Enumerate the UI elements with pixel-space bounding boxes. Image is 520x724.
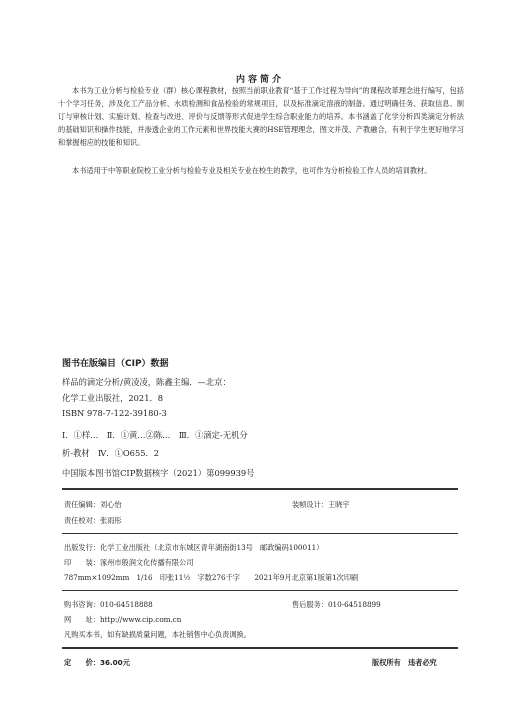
divider <box>62 647 458 649</box>
cip-title-line: 样品的滴定分析/黄凌凌，陈鑫主编．—北京： <box>62 377 231 387</box>
intro-title: 内容简介 <box>235 75 284 85</box>
intro-paragraph-2: 本书适用于中等职业院校工业分析与检验专业及相关专业在校生的教学，也可作为分析检验工作人员的培训教材。 <box>72 166 432 175</box>
website-line: 网 址：http://www.cip.com.cn <box>64 615 182 624</box>
intro-paragraph-1: 本书为工业分析与检验专业（群）核心课程教材，按照当前职业教育“基于工作过程为导向”的课程改革理念进行编写，包括十个学习任务，涉及化工产品分析、水质检测和食品检验的常规项目，以及标准滴定溶液的制备。通过明确任务、获取信息、制订与审核计划、实施计划、检查与改进、评价与反馈等形式促进学生综合职业能力的培养。本书涵盖了化学分析四类滴定分析法的基础知识和操作技能，并渗透企业的工作元素和世界技能大赛的HSE管理理念，图文并茂、产教融合，有利于学生更好地学习和掌握相应的技能和知识。 <box>58 86 464 147</box>
price-line: 定 价：36.00元 <box>64 658 130 667</box>
cip-classification-line: 析-教材 Ⅳ．①O655．2 <box>62 448 160 458</box>
copyright-notice: 版权所有 违者必究 <box>372 658 437 667</box>
spec-line: 787mm×1092mm 1/16 印张11½ 字数276千字 2021年9月北京第1版第1次印刷 <box>64 573 359 582</box>
cip-heading: 图书在版编目（CIP）数据 <box>62 359 169 369</box>
cip-subject-line: Ⅰ．①样… Ⅱ．①黄…②陈… Ⅲ．①滴定-无机分 <box>62 430 248 440</box>
divider <box>62 488 458 490</box>
printer-line: 印 装：涿州市般润文化传播有限公司 <box>64 558 194 567</box>
purchase-contact: 购书咨询：010-64518888 <box>64 600 153 609</box>
publisher-line: 出版发行：化学工业出版社（北京市东城区青年湖南街13号 邮政编码100011） <box>64 543 324 552</box>
notice-line: 凡购买本书，如有缺损质量问题，本社销售中心负责调换。 <box>64 630 251 639</box>
credit-designer: 装帧设计：王晓宇 <box>292 500 350 509</box>
cip-publisher-line: 化学工业出版社，2021．8 <box>62 393 164 403</box>
divider <box>62 533 458 534</box>
credit-proofreader: 责任校对：张雨彤 <box>64 516 122 525</box>
credit-editor: 责任编辑：刘心怡 <box>64 500 122 509</box>
cip-record-number: 中国版本图书馆CIP数据核字（2021）第099939号 <box>62 468 255 478</box>
divider <box>62 590 458 591</box>
service-contact: 售后服务：010-64518899 <box>292 600 381 609</box>
cip-isbn: ISBN 978-7-122-39180-3 <box>62 408 167 418</box>
